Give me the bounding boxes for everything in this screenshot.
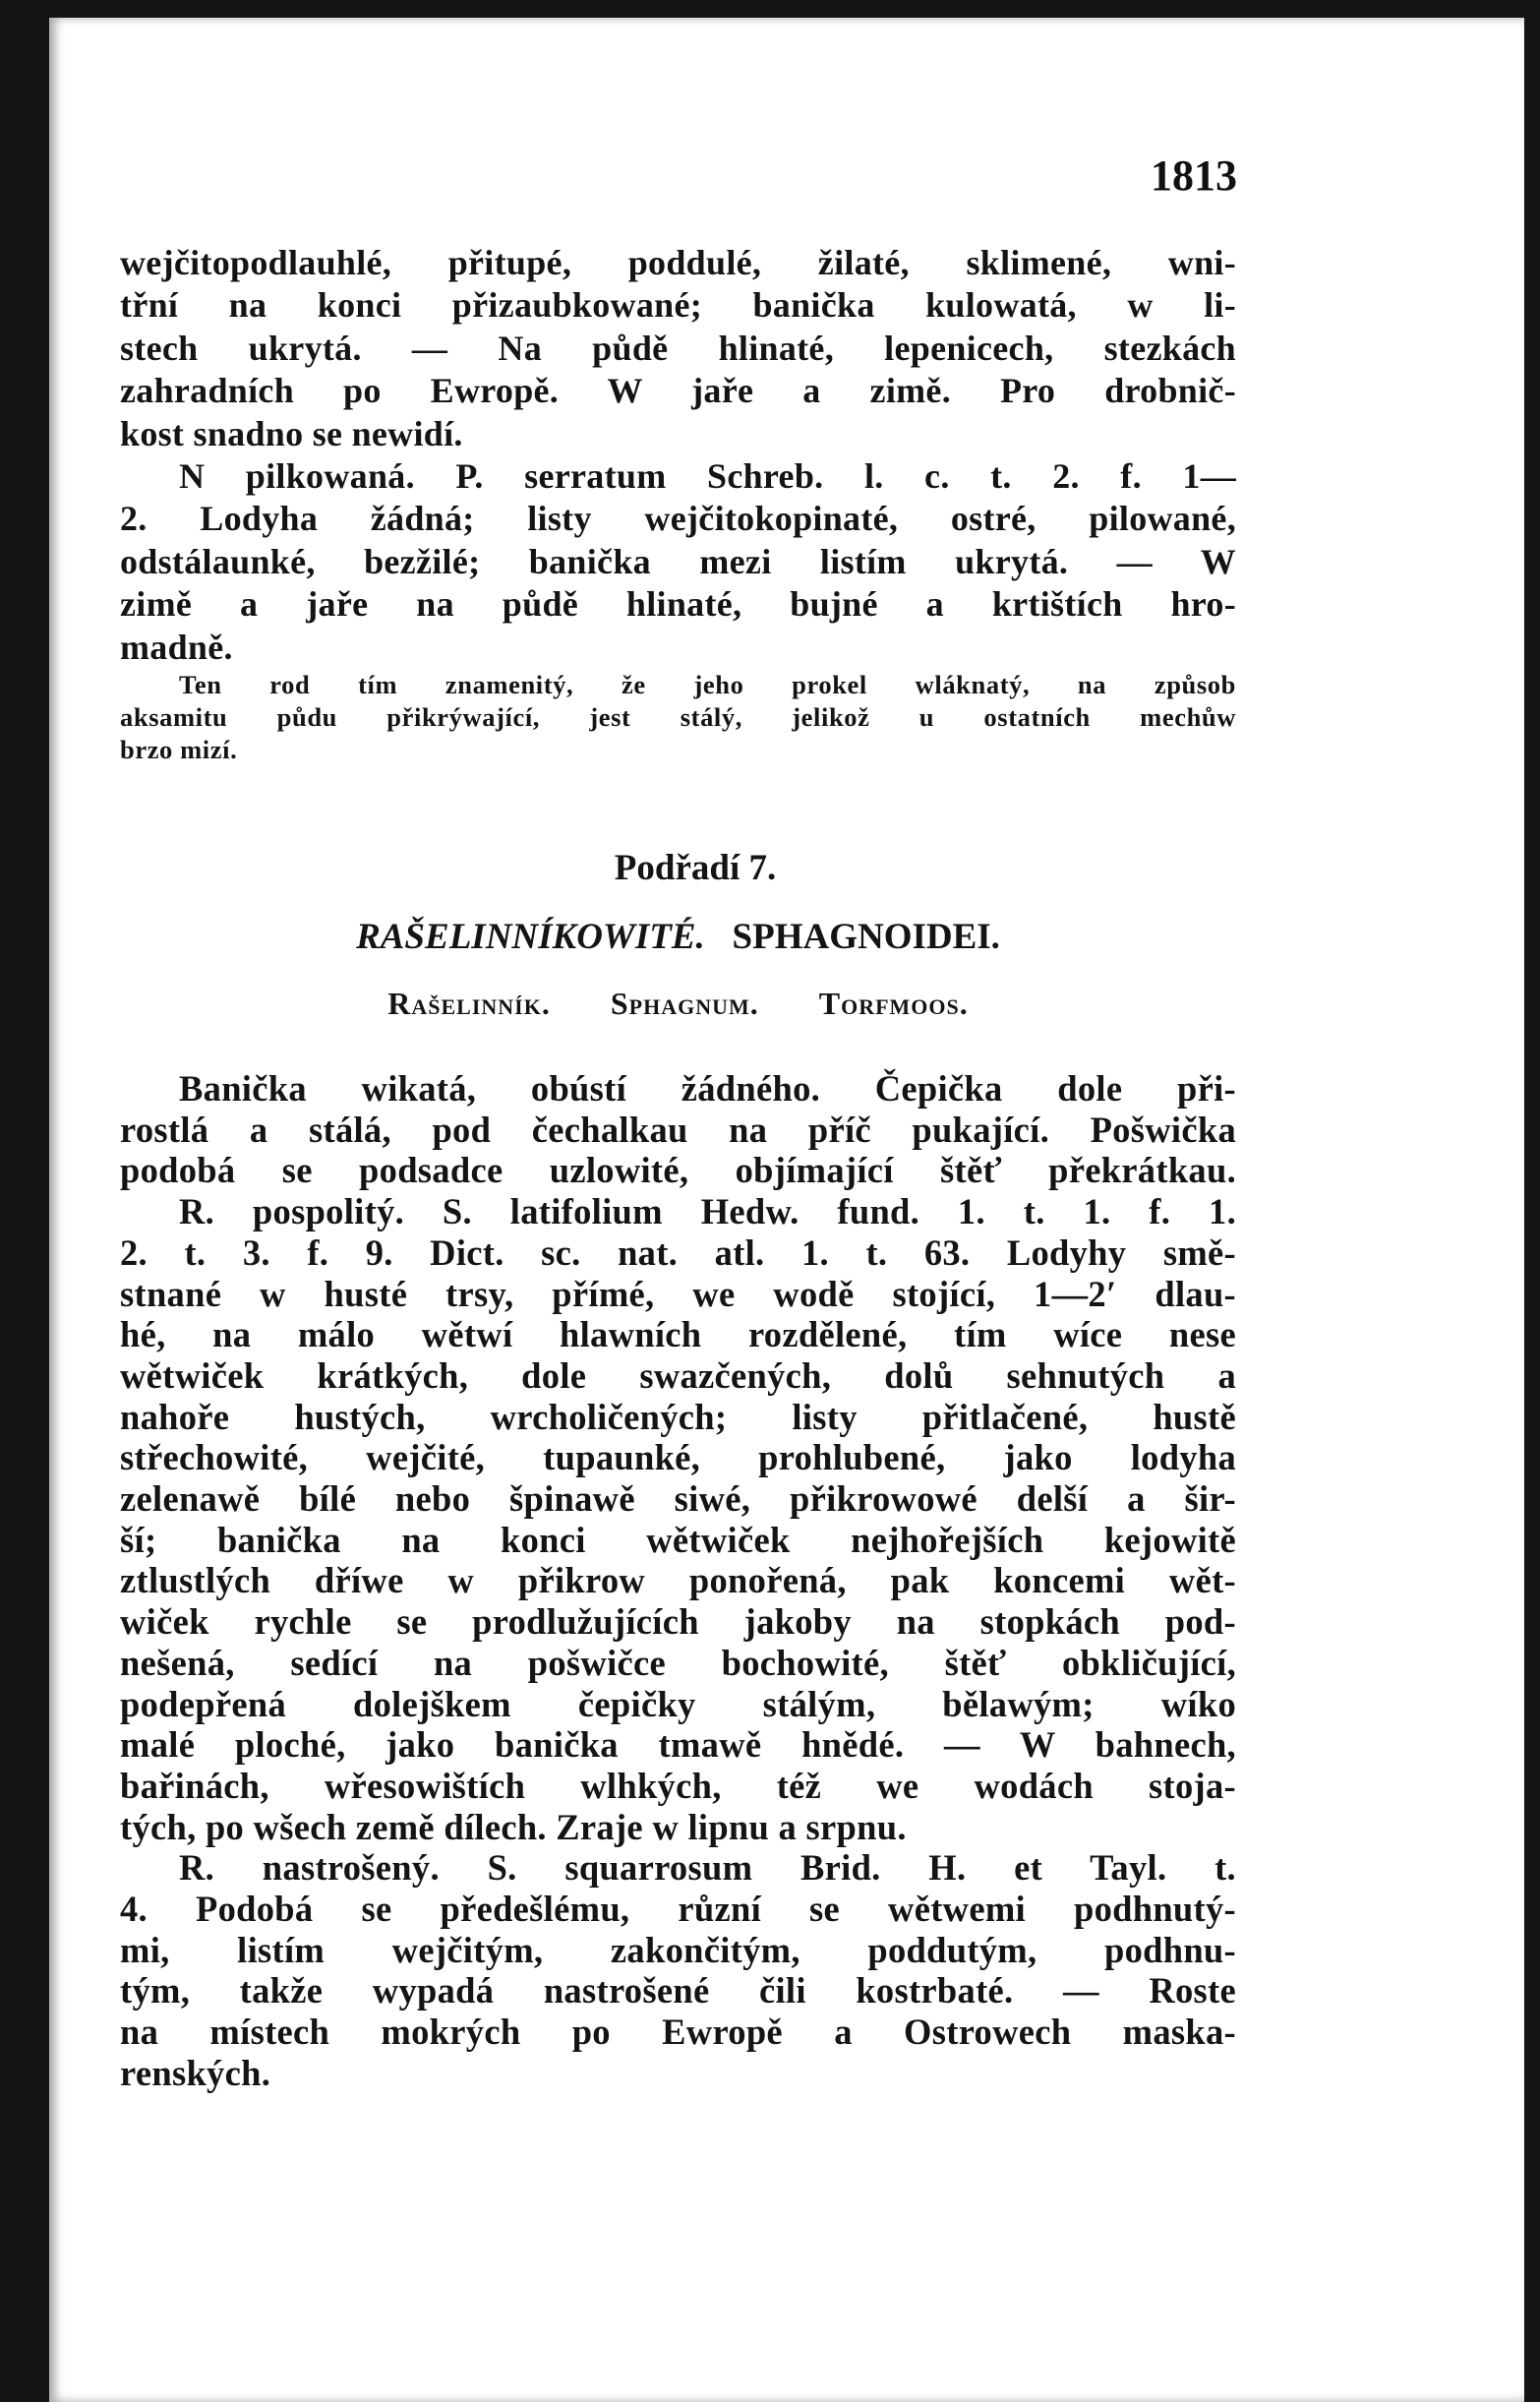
genus-heading [120, 972, 1236, 1035]
text-line: nahoře hustých, wrcholičených; listy přitlačené, hustě [120, 1396, 1236, 1437]
text-line: tých, po wšech země dílech. Zraje w lipnu a srpnu. [120, 1806, 907, 1847]
text-line: podobá se podsadce uzlowité, objímající štěť překrátkau. [120, 1150, 1236, 1191]
family-heading [120, 903, 1236, 972]
text-line: stnané w husté trsy, přímé, we wodě stojící, 1—2′ dlau- [120, 1273, 1236, 1314]
text-line: stech ukrytá. — Na půdě hlinaté, lepenicech, stezkách [120, 328, 1236, 368]
genus-latin: Sphagnum. [610, 986, 759, 1021]
note-line: Ten rod tím znamenitý, že jeho prokel wláknatý, na způsob [179, 670, 1236, 699]
footnote-paragraph [120, 669, 1236, 766]
text-line: mi, listím wejčitým, zakončitým, poddutým, podhnu- [120, 1929, 1236, 1970]
text-line: nešená, sedící na pošwičce bochowité, štěť obkličující, [120, 1642, 1236, 1683]
text-line: hé, na málo wětwí hlawních rozdělené, tím wíce nese [120, 1314, 1236, 1355]
page-number: 1813 [1151, 151, 1237, 200]
text-line: na místech mokrých po Ewropě a Ostrowech maska- [120, 2012, 1236, 2053]
text-line: zelenawě bílé nebo špinawě siwé, přikrowowé delší a šir- [120, 1478, 1236, 1520]
species-entry-latifolium: R. pospolitý. S. latifolium Hedw. fund. 1. t. 1. f. 1. [179, 1191, 1236, 1232]
species-entry-serratum: N pilkowaná. P. serratum Schreb. l. c. t. 2. f. 1— [179, 456, 1236, 497]
text-line: kost snadno se newidí. [120, 413, 463, 453]
family-latin: SPHAGNOIDEI. [732, 917, 1000, 957]
section-heading [120, 834, 1236, 1035]
text-line: malé ploché, jako banička tmawě hnědé. — W bahnech, [120, 1724, 1236, 1766]
text-line: rostlá a stálá, pod čechalkau na příč pukající. Pošwička [120, 1109, 1236, 1150]
genus-czech: Rašelinník. [387, 986, 551, 1021]
subheading: Podřadí 7. [614, 848, 777, 888]
family-czech: RAŠELINNÍKOWITÉ. [356, 917, 705, 957]
text-line: ší; banička na konci wětwiček nejhořejších kejowitě [120, 1519, 1236, 1560]
text-line: odstálaunké, bezžilé; banička mezi listím ukrytá. — W [120, 541, 1236, 581]
text-line: třní na konci přizaubkowané; banička kulowatá, w li- [120, 285, 1236, 326]
genus-description [120, 1068, 1236, 2094]
note-line: brzo mizí. [120, 735, 238, 764]
text-line: madně. [120, 627, 233, 667]
genus-german: Torfmoos. [818, 986, 969, 1021]
text-line: podepřená dolejškem čepičky stálým, bělawým; wíko [120, 1683, 1236, 1724]
species-entry-squarrosum: R. nastrošený. S. squarrosum Brid. H. et Tayl. t. [179, 1847, 1236, 1889]
text-line: ztlustlých dříwe w přikrow ponořená, pak koncemi wět- [120, 1560, 1236, 1601]
text-line: 2. t. 3. f. 9. Dict. sc. nat. atl. 1. t. 63. Lodyhy smě- [120, 1231, 1236, 1273]
text-line: bařinách, wřesowištích wlhkých, též we wodách stoja- [120, 1765, 1236, 1806]
text-line: tým, takže wypadá nastrošené čili kostrbaté. — Roste [120, 1970, 1236, 2012]
text-line: renských. [120, 2052, 271, 2093]
text-line: střechowité, wejčité, tupaunké, prohlubené, jako lodyha [120, 1437, 1236, 1478]
text-line: 2. Lodyha žádná; listy wejčitokopinaté, ostré, pilowané, [120, 499, 1236, 539]
note-line: aksamitu půdu přikrýwající, jest stálý, jelikož u ostatních mechůw [120, 702, 1236, 732]
text-line: wětwiček krátkých, dole swazčených, dolů sehnutých a [120, 1354, 1236, 1396]
text-line: zahradních po Ewropě. W jaře a zimě. Pro drobnič- [120, 371, 1236, 411]
text-line: 4. Podobá se předešlému, různí se wětwemi podhnutý- [120, 1889, 1236, 1930]
text-line: wejčitopodlauhlé, přitupé, poddulé, žilaté, sklimené, wni- [120, 243, 1236, 282]
book-page [49, 18, 1524, 2402]
text-line: Banička wikatá, obústí žádného. Čepička dole při- [179, 1068, 1236, 1109]
paragraph-continuation [120, 242, 1236, 669]
text-line: zimě a jaře na půdě hlinaté, bujné a krtištích hro- [120, 584, 1236, 625]
text-line: wiček rychle se prodlužujících jakoby na stopkách pod- [120, 1601, 1236, 1643]
